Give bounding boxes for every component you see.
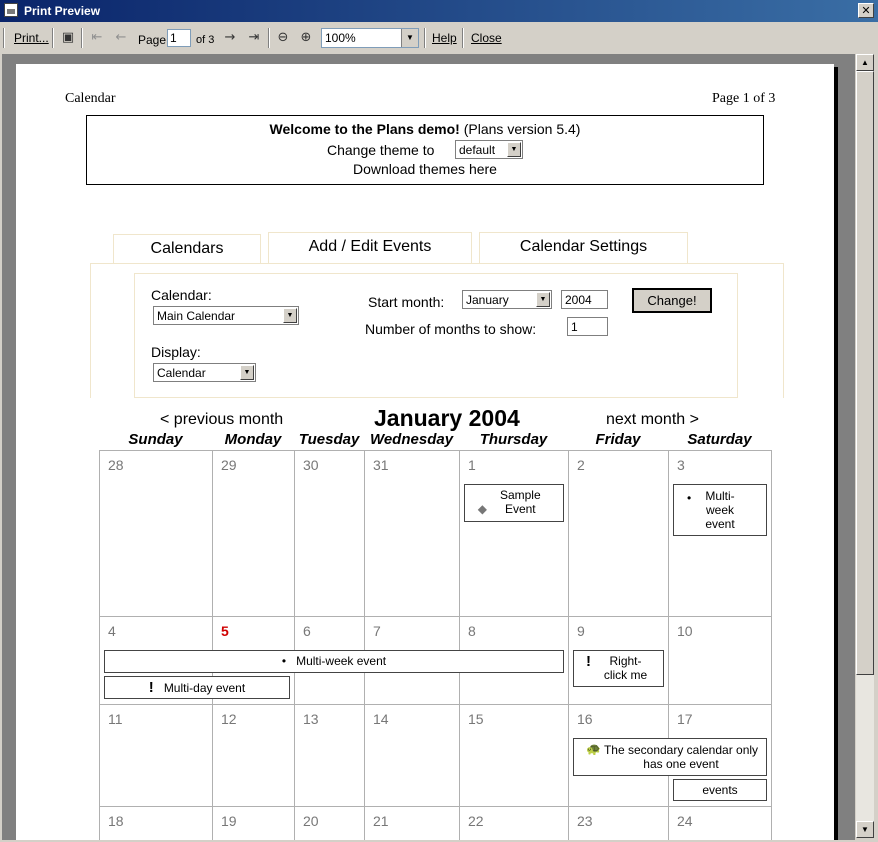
page-setup-icon[interactable]: ▣ — [61, 30, 75, 45]
theme-select[interactable] — [455, 140, 523, 159]
preview-page — [16, 64, 834, 840]
toolbar-grip — [3, 28, 5, 48]
event-right-click[interactable]: ! Right-click me — [573, 650, 664, 687]
event-secondary-calendar[interactable]: 🐢 The secondary calendar only has one event — [573, 738, 767, 776]
day-number: 30 — [303, 457, 319, 473]
day-number: 18 — [108, 813, 124, 829]
page-number-input[interactable] — [167, 29, 191, 47]
day-cell[interactable] — [460, 807, 569, 840]
day-number: 17 — [677, 711, 693, 727]
year-input[interactable] — [561, 290, 608, 309]
day-number: 11 — [108, 711, 123, 727]
month-title: January 2004 — [374, 405, 520, 431]
bullet-icon: • — [687, 491, 692, 505]
day-cell[interactable] — [295, 807, 365, 840]
day-cell[interactable] — [213, 451, 295, 617]
toolbar-separator — [462, 28, 464, 48]
day-number: 8 — [468, 623, 476, 639]
chevron-down-icon[interactable]: ▼ — [401, 29, 418, 47]
display-label: Display: — [151, 344, 201, 360]
day-cell[interactable] — [569, 807, 669, 840]
scrollbar-thumb[interactable] — [856, 71, 874, 675]
next-page-icon[interactable]: → — [224, 30, 236, 45]
last-page-icon[interactable]: ⇥ — [248, 30, 260, 45]
title-bar — [0, 0, 878, 22]
window-close-button[interactable]: ✕ — [858, 3, 874, 18]
months-to-show-input[interactable] — [567, 317, 608, 336]
day-number: 15 — [468, 711, 484, 727]
print-button[interactable]: Print... — [14, 31, 49, 45]
day-number: 31 — [373, 457, 389, 473]
calendar-label: Calendar: — [151, 287, 212, 303]
chevron-down-icon[interactable]: ▼ — [240, 365, 254, 380]
day-cell[interactable] — [460, 451, 569, 617]
weekday-header: Sunday — [128, 431, 183, 448]
day-cell[interactable] — [669, 617, 772, 705]
tab-add-edit-events[interactable]: Add / Edit Events — [268, 232, 472, 264]
preview-viewport[interactable] — [2, 54, 855, 840]
next-month-link[interactable]: next month > — [606, 411, 699, 428]
page-shadow — [834, 67, 838, 840]
chevron-down-icon[interactable]: ▼ — [283, 308, 297, 323]
toolbar-separator — [52, 28, 54, 48]
window-title: Print Preview — [24, 4, 101, 18]
first-page-icon[interactable]: ⇤ — [91, 30, 103, 45]
day-cell[interactable] — [460, 705, 569, 807]
bullet-icon: • — [281, 654, 287, 668]
welcome-title: Welcome to the Plans demo! — [269, 121, 460, 137]
day-number: 2 — [577, 457, 585, 473]
weekday-header: Wednesday — [369, 431, 454, 448]
zoom-value: 100% — [325, 31, 356, 45]
chevron-down-icon[interactable]: ▼ — [536, 292, 550, 307]
day-cell[interactable] — [365, 705, 460, 807]
start-month-label: Start month: — [368, 294, 445, 310]
scroll-down-icon[interactable]: ▼ — [856, 821, 874, 838]
calendar-value: Main Calendar — [157, 309, 236, 323]
turtle-icon: 🐢 — [586, 742, 601, 756]
months-to-show-label: Number of months to show: — [365, 321, 537, 337]
display-select[interactable] — [153, 363, 256, 382]
change-button[interactable]: Change! — [632, 288, 712, 313]
day-number: 12 — [221, 711, 237, 727]
start-month-select[interactable] — [462, 290, 552, 309]
day-number: 24 — [677, 813, 693, 829]
day-cell[interactable] — [669, 807, 772, 840]
day-number: 9 — [577, 623, 585, 639]
theme-label: Change theme to — [327, 142, 435, 158]
calendar-grid — [99, 450, 772, 840]
event-sample[interactable]: ◆ Sample Event — [464, 484, 564, 522]
exclamation-icon: ! — [586, 653, 591, 670]
page-count-label: of 3 — [196, 34, 215, 46]
day-cell[interactable] — [365, 807, 460, 840]
vertical-scrollbar[interactable] — [856, 54, 874, 838]
day-cell[interactable] — [213, 705, 295, 807]
close-button[interactable]: Close — [471, 31, 502, 45]
download-themes-link[interactable]: Download themes here — [353, 161, 497, 177]
tab-calendars[interactable]: Calendars — [113, 234, 261, 264]
toolbar-separator — [424, 28, 426, 48]
day-number: 22 — [468, 813, 484, 829]
day-number: 23 — [577, 813, 593, 829]
display-value: Calendar — [157, 366, 206, 380]
day-cell[interactable] — [365, 451, 460, 617]
day-number: 29 — [221, 457, 237, 473]
toolbar-separator — [81, 28, 83, 48]
theme-value: default — [459, 143, 496, 157]
day-number: 21 — [373, 813, 389, 829]
day-number: 3 — [677, 457, 685, 473]
weekday-header: Tuesday — [298, 431, 360, 448]
day-cell[interactable] — [100, 705, 213, 807]
help-button[interactable]: Help — [432, 31, 457, 45]
scroll-up-icon[interactable]: ▲ — [856, 54, 874, 71]
zoom-in-icon[interactable]: ⊕ — [300, 30, 312, 45]
weekday-header: Thursday — [479, 431, 548, 448]
version-text: (Plans version 5.4) — [463, 121, 581, 137]
previous-month-link[interactable]: < previous month — [160, 411, 284, 428]
weekday-header: Saturday — [687, 431, 752, 448]
day-number: 6 — [303, 623, 311, 639]
day-number: 16 — [577, 711, 593, 727]
event-multi-week-saturday[interactable]: • Multi-week event — [673, 484, 767, 536]
previous-page-icon[interactable]: ← — [115, 30, 127, 45]
day-cell[interactable] — [100, 451, 213, 617]
day-number: 10 — [677, 623, 693, 639]
event-multi-week[interactable]: • Multi-week event — [104, 650, 564, 673]
today-day-number: 5 — [221, 623, 229, 639]
welcome-box — [86, 115, 764, 185]
page-header-title: Calendar — [65, 91, 116, 106]
tag-icon: ◆ — [477, 502, 487, 516]
toolbar-separator — [268, 28, 270, 48]
zoom-select[interactable] — [321, 28, 419, 48]
day-cell[interactable] — [569, 451, 669, 617]
exclamation-icon: ! — [148, 679, 154, 696]
tab-calendar-settings[interactable]: Calendar Settings — [479, 232, 688, 264]
weekday-header: Friday — [595, 431, 641, 448]
calendar-select[interactable] — [153, 306, 299, 325]
chevron-down-icon[interactable]: ▼ — [507, 142, 521, 157]
day-number: 28 — [108, 457, 124, 473]
day-number: 19 — [221, 813, 237, 829]
day-number: 1 — [468, 457, 476, 473]
weekday-header: Monday — [224, 431, 282, 448]
day-cell[interactable] — [295, 705, 365, 807]
day-number: 13 — [303, 711, 319, 727]
zoom-out-icon[interactable]: ⊖ — [277, 30, 289, 45]
day-number: 20 — [303, 813, 319, 829]
day-number: 14 — [373, 711, 389, 727]
print-preview-icon — [4, 3, 18, 17]
day-cell[interactable] — [213, 807, 295, 840]
toolbar — [0, 24, 878, 52]
day-cell[interactable] — [100, 807, 213, 840]
day-cell[interactable] — [295, 451, 365, 617]
event-events[interactable]: events — [673, 779, 767, 801]
page-label: Page — [138, 33, 167, 47]
day-number: 4 — [108, 623, 116, 639]
day-number: 7 — [373, 623, 381, 639]
page-header-number: Page 1 of 3 — [712, 91, 776, 106]
start-month-value: January — [466, 293, 509, 307]
event-multi-day[interactable]: ! Multi-day event — [104, 676, 290, 699]
